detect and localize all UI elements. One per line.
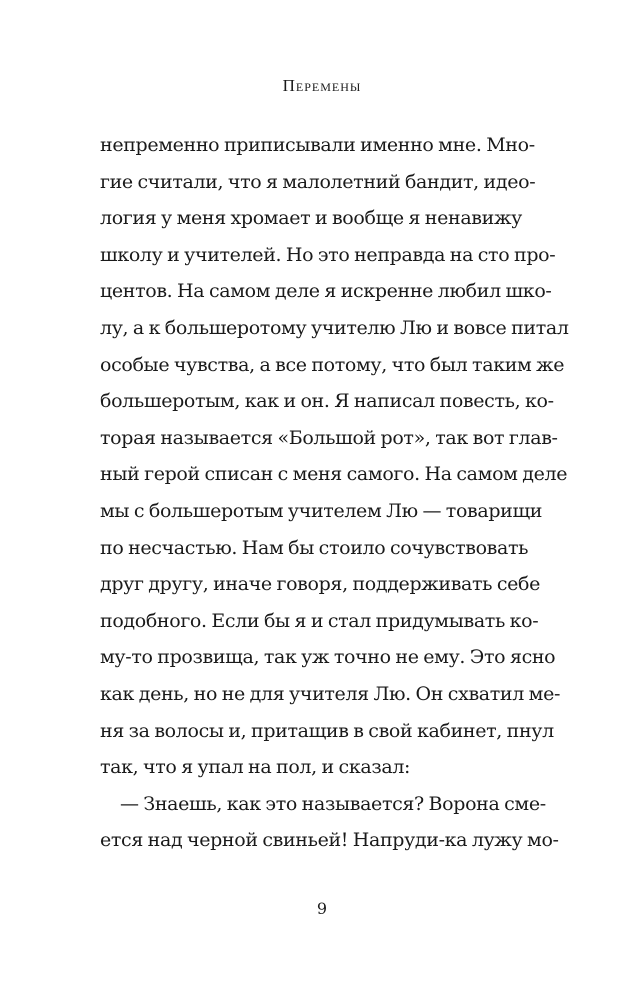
text-line: друг другу, иначе говоря, поддерживать себе xyxy=(100,573,541,596)
dialogue-line: — Знаешь, как это называется? Ворона сме- xyxy=(120,792,546,815)
text-line: му-то прозвища, так уж точно не ему. Это ясно xyxy=(100,646,556,669)
text-line: как день, но не для учителя Лю. Он схватил ме- xyxy=(100,682,561,705)
text-line: по несчастью. Нам бы стоило сочувствовать xyxy=(100,536,529,559)
text-line: ется над черной свиньей! Напруди-ка лужу мо- xyxy=(100,829,559,852)
text-line: особые чувства, а все потому, что был таким же xyxy=(100,353,565,376)
text-line: так, что я упал на пол, и сказал: xyxy=(100,756,411,779)
running-head: Перемены xyxy=(282,76,362,95)
text-line: логия у меня хромает и вообще я ненавижу xyxy=(100,207,522,230)
text-line: ный герой списан с меня самого. На самом деле xyxy=(100,463,568,486)
text-line: лу, а к большеротому учителю Лю и вовсе питал xyxy=(100,316,569,339)
text-line: центов. На самом деле я искренне любил шко- xyxy=(100,280,552,303)
text-line: подобного. Если бы я и стал придумывать ко- xyxy=(100,609,539,632)
text-line: большеротым, как и он. Я написал повесть, ко- xyxy=(100,390,554,413)
text-line: гие считали, что я малолетний бандит, идео- xyxy=(100,170,536,193)
text-line: ня за волосы и, притащив в свой кабинет, пнул xyxy=(100,719,554,742)
text-line: торая называется «Большой рот», так вот глав- xyxy=(100,426,558,449)
text-line: непременно приписывали именно мне. Мно- xyxy=(100,134,535,156)
body-text xyxy=(100,127,569,859)
text-line: школу и учителей. Но это неправда на сто про- xyxy=(100,243,556,266)
text-line: мы с большеротым учителем Лю — товарищи xyxy=(100,499,543,522)
page-number: 9 xyxy=(316,899,328,918)
